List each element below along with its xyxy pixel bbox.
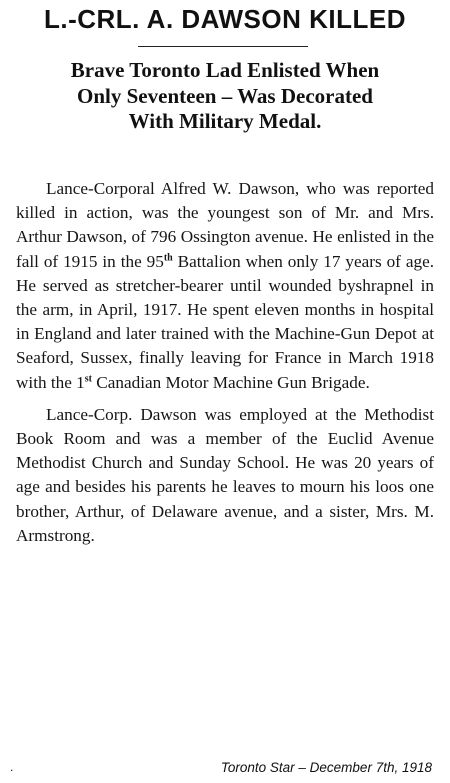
subhead-line-1: Brave Toronto Lad Enlisted When — [70, 58, 380, 82]
subhead-line-3: With Military Medal. — [128, 109, 322, 133]
divider-rule — [138, 46, 308, 47]
subhead-line-2: Only Seventeen – Was Decorated — [77, 83, 373, 108]
paragraph-1-text-a: Lance-Corporal Alfred W. Dawson, who was reported killed in action, was the youngest son of Mr. and Mrs. Arthur Dawson, of 796 Ossington avenue. He enlisted in the fall of 1915 in the 95 — [16, 179, 434, 271]
paragraph-1 — [16, 177, 434, 395]
stray-dot: . — [10, 760, 14, 774]
paragraph-1-text-b: Battalion when only 17 years of age. He served as stretcher-bearer until wounded byshrapnel in the arm, in April, 1917. He spent eleven months in hospital in England and later trained with the Machine-Gun Depot at Seaford, Sussex, finally leaving for France in March 1918 with the 1 — [16, 251, 434, 392]
superscript-st: st — [84, 372, 92, 384]
headline: L.-CRL. A. DAWSON KILLED — [43, 4, 406, 34]
subheadline — [0, 58, 450, 135]
paragraph-2: Lance-Corp. Dawson was employed at the Methodist Book Room and was a member of the Euclid Avenue Methodist Church and Sunday School. He was 20 years of age and besides his parents he leaves to mourn his loos one brother, Arthur, of Delaware avenue, and a sister, Mrs. M. Armstrong. — [16, 404, 434, 545]
paragraph-1-text-c: Canadian Motor Machine Gun Brigade. — [91, 372, 370, 392]
superscript-th: th — [163, 251, 173, 263]
article-body — [16, 177, 434, 548]
source-credit: Toronto Star – December 7th, 1918 — [220, 760, 432, 775]
